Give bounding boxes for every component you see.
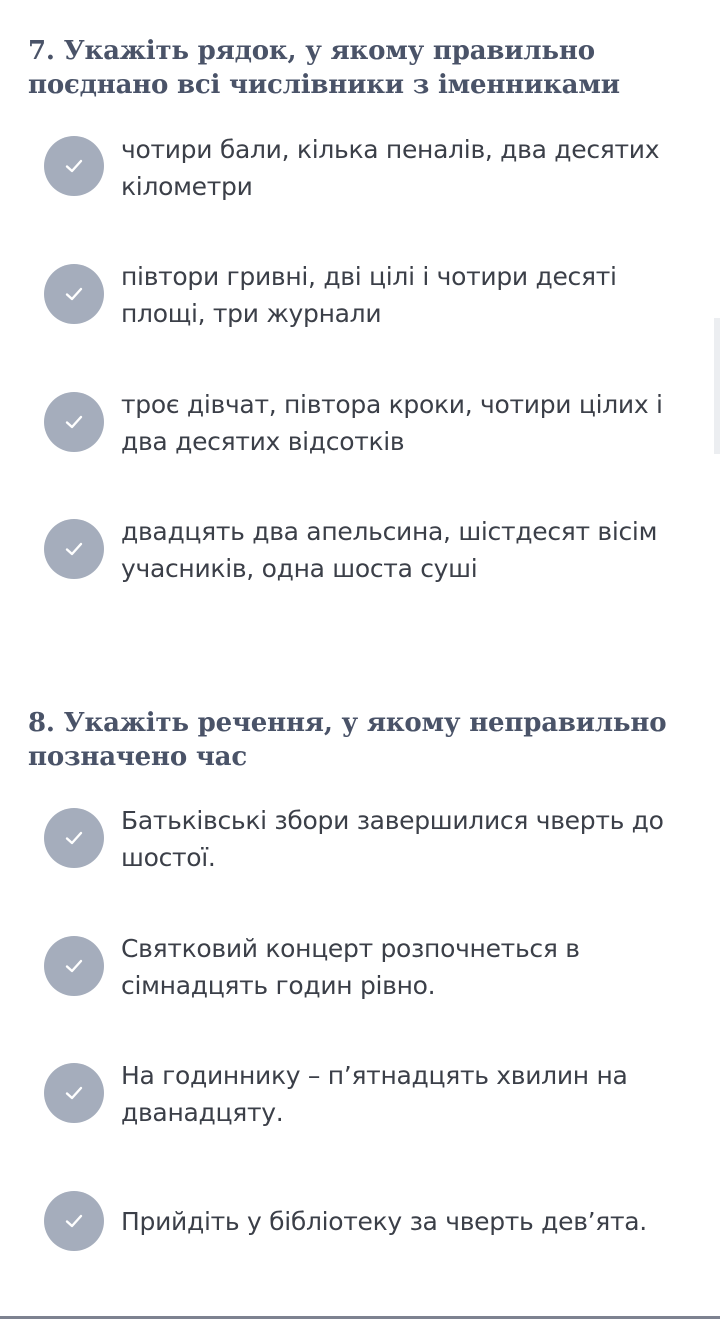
answer-option[interactable] xyxy=(0,790,720,890)
answer-option[interactable] xyxy=(0,918,720,1018)
option-check-button[interactable] xyxy=(44,392,104,452)
check-icon xyxy=(64,1213,84,1229)
scrollbar[interactable] xyxy=(714,318,720,454)
option-label: Святковий концерт розпочнеться в сімнадцять годин рівно. xyxy=(121,934,580,1000)
answer-option[interactable] xyxy=(0,1173,720,1273)
answer-option[interactable] xyxy=(0,501,720,601)
option-label: двадцять два апельсина, шістдесят вісім учасників, одна шоста суші xyxy=(121,517,658,583)
option-check-button[interactable] xyxy=(44,136,104,196)
option-label: Прийдіть у бібліотеку за чверть дев’ята. xyxy=(121,1207,647,1236)
check-icon xyxy=(64,541,84,557)
option-check-button[interactable] xyxy=(44,1063,104,1123)
option-check-button[interactable] xyxy=(44,519,104,579)
option-check-button[interactable] xyxy=(44,936,104,996)
question-title: 7. Укажіть рядок, у якому правильно поєднано всі числівники з іменниками xyxy=(28,36,620,100)
answer-option[interactable] xyxy=(0,246,720,346)
answer-option[interactable] xyxy=(0,118,720,218)
option-label: На годиннику – п’ятнадцять хвилин на дванадцяту. xyxy=(121,1061,628,1127)
check-icon xyxy=(64,414,84,430)
question-title: 8. Укажіть речення, у якому неправильно позначено час xyxy=(28,708,667,772)
answer-option[interactable] xyxy=(0,1045,720,1145)
check-icon xyxy=(64,830,84,846)
option-check-button[interactable] xyxy=(44,264,104,324)
check-icon xyxy=(64,958,84,974)
option-label: чотири бали, кілька пеналів, два десятих кілометри xyxy=(121,135,660,201)
check-icon xyxy=(64,286,84,302)
answer-option[interactable] xyxy=(0,374,720,474)
check-icon xyxy=(64,158,84,174)
option-check-button[interactable] xyxy=(44,1191,104,1251)
option-check-button[interactable] xyxy=(44,808,104,868)
option-label: Батьківські збори завершилися чверть до шостої. xyxy=(121,806,664,872)
check-icon xyxy=(64,1085,84,1101)
option-label: півтори гривні, дві цілі і чотири десяті площі, три журнали xyxy=(121,262,617,328)
option-label: троє дівчат, півтора кроки, чотири цілих і два десятих відсотків xyxy=(121,390,663,456)
